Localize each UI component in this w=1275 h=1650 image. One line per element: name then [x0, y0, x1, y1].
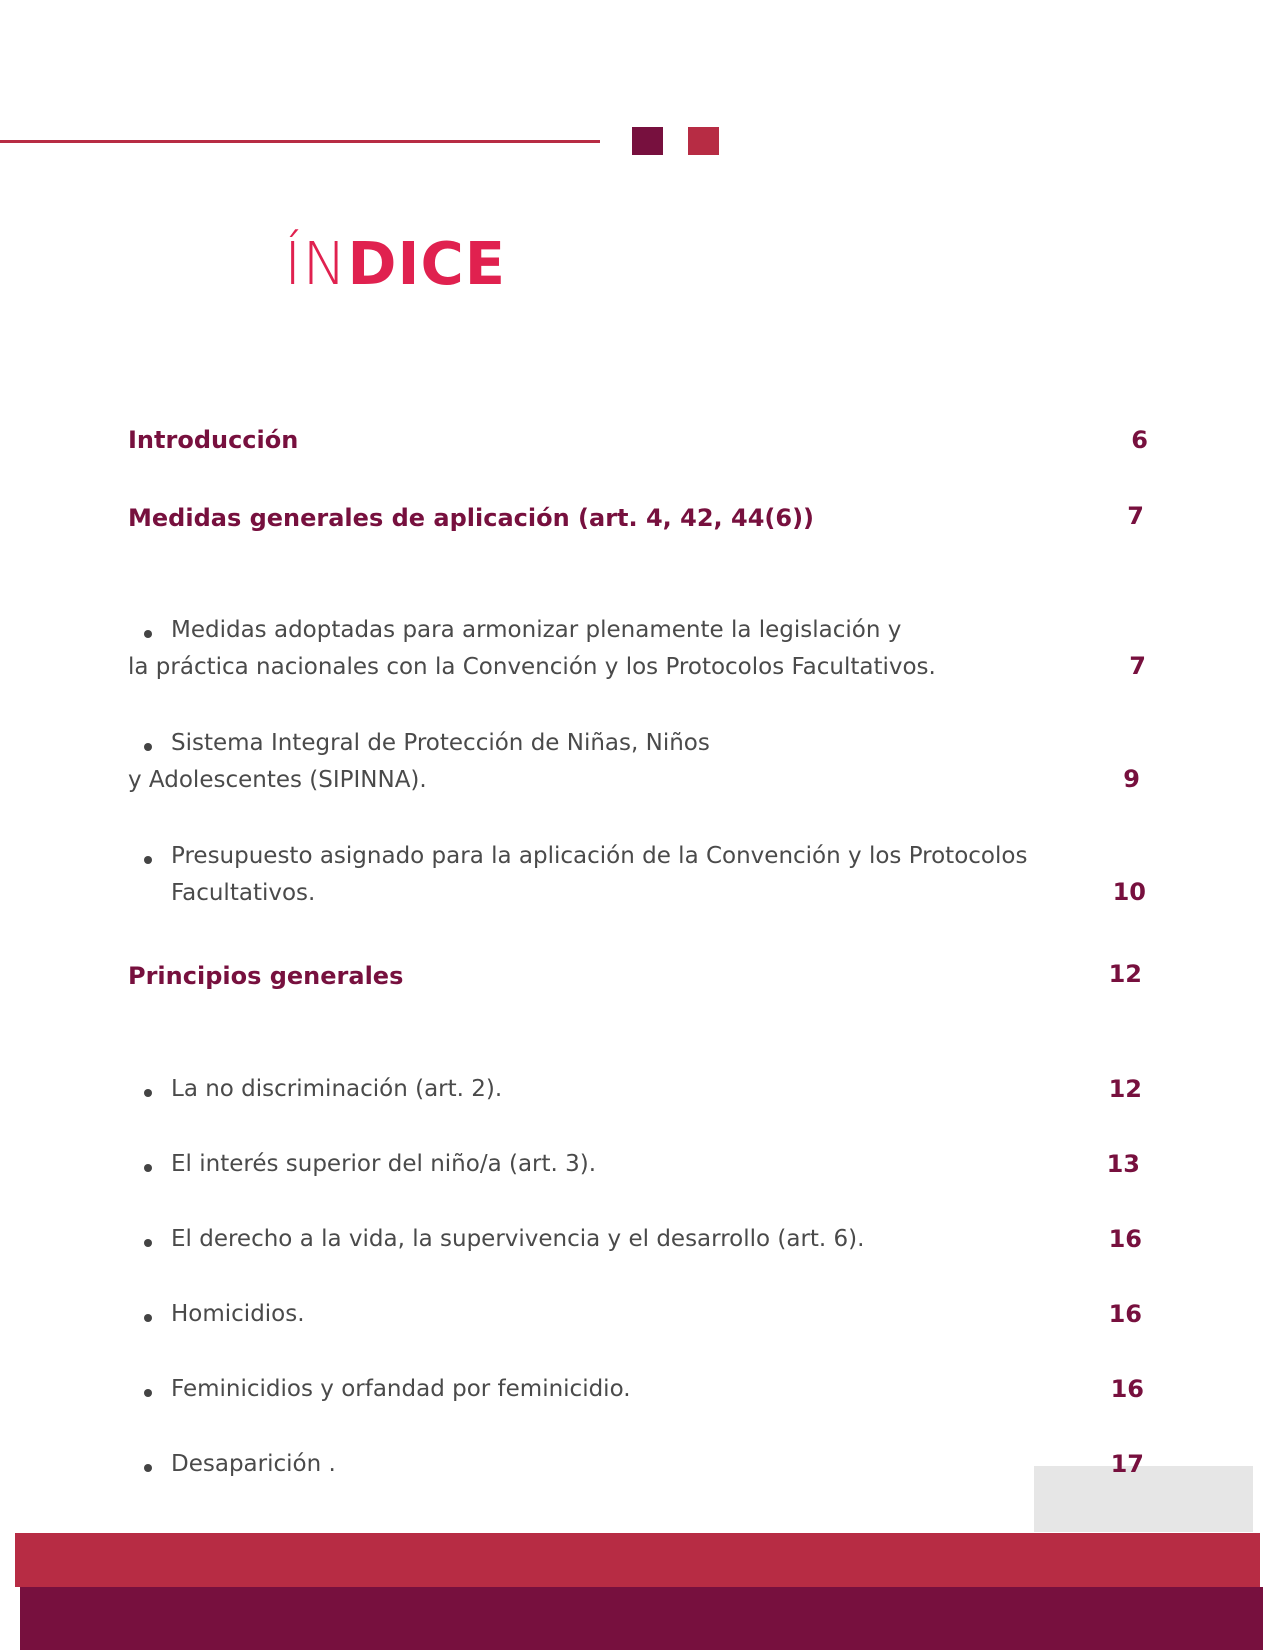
toc-entry-homicidios[interactable]	[128, 1296, 1148, 1333]
toc-entry-line1: Sistema Integral de Protección de Niñas, Niños	[171, 730, 710, 756]
title-bold: DICE	[347, 229, 507, 298]
toc-page-number: 13	[1106, 1150, 1140, 1178]
toc-heading-medidas-generales[interactable]	[128, 502, 1148, 534]
toc-heading-label: Introducción	[128, 426, 299, 454]
toc-page-number: 17	[1110, 1450, 1144, 1478]
bullet-icon	[144, 1389, 152, 1397]
toc-entry-interes-superior[interactable]	[128, 1146, 1148, 1183]
purple-square	[632, 127, 663, 155]
toc-entry-label: Homicidios.	[171, 1301, 305, 1327]
red-square	[688, 127, 719, 155]
top-rule	[0, 140, 600, 143]
toc-entry-no-discriminacion[interactable]	[128, 1071, 1148, 1108]
toc-entry-line2: la práctica nacionales con la Convención y los Protocolos Facultativos.	[128, 654, 936, 680]
toc-page-number: 10	[1112, 878, 1146, 906]
toc-page-number: 16	[1108, 1225, 1142, 1253]
toc-entry-presupuesto[interactable]	[128, 838, 1148, 912]
toc-entry-desaparicion[interactable]	[128, 1446, 1148, 1483]
bullet-icon	[144, 1164, 152, 1172]
toc-heading-principios-generales[interactable]	[128, 960, 1148, 992]
bullet-icon	[144, 630, 152, 638]
bullet-icon	[144, 1089, 152, 1097]
toc-entry-label: La no discriminación (art. 2).	[171, 1076, 503, 1102]
toc-heading-label: Principios generales	[128, 962, 404, 990]
toc-page-number: 6	[1131, 426, 1148, 454]
toc-page-number: 16	[1110, 1375, 1144, 1403]
title-light: ÍN	[284, 229, 348, 298]
toc-page-number: 9	[1123, 765, 1140, 793]
toc-heading-introduccion[interactable]	[128, 424, 1148, 456]
bullet-icon	[144, 1239, 152, 1247]
bullet-icon	[144, 1314, 152, 1322]
toc-entry-line2: Facultativos.	[171, 880, 316, 906]
toc-page-number: 12	[1108, 1075, 1142, 1103]
toc-page-number: 7	[1127, 502, 1144, 530]
toc-entry-medidas-adoptadas[interactable]	[128, 612, 1148, 686]
bullet-icon	[144, 743, 152, 751]
toc-entry-line1: Medidas adoptadas para armonizar plenamente la legislación y	[171, 617, 902, 643]
toc-entry-feminicidios[interactable]	[128, 1371, 1148, 1408]
footer-band-purple	[20, 1587, 1263, 1650]
toc-entry-line1: Presupuesto asignado para la aplicación de la Convención y los Protocolos	[171, 843, 1028, 869]
toc-page-number: 12	[1108, 960, 1142, 988]
page-title	[284, 224, 506, 304]
toc-page-number: 16	[1108, 1300, 1142, 1328]
toc-entry-label: El interés superior del niño/a (art. 3).	[171, 1151, 597, 1177]
toc-entry-label: Feminicidios y orfandad por feminicidio.	[171, 1376, 631, 1402]
toc-heading-label: Medidas generales de aplicación (art. 4, 42, 44(6))	[128, 504, 815, 532]
toc-entry-label: Desaparición .	[171, 1451, 336, 1477]
bullet-icon	[144, 856, 152, 864]
toc-entry-line2: y Adolescentes (SIPINNA).	[128, 767, 427, 793]
bullet-icon	[144, 1464, 152, 1472]
toc-page-number: 7	[1129, 652, 1146, 680]
toc-entry-sipinna[interactable]	[128, 725, 1148, 799]
toc-entry-label: El derecho a la vida, la supervivencia y el desarrollo (art. 6).	[171, 1226, 865, 1252]
toc-entry-derecho-vida[interactable]	[128, 1221, 1148, 1258]
footer-band-red	[15, 1533, 1260, 1587]
